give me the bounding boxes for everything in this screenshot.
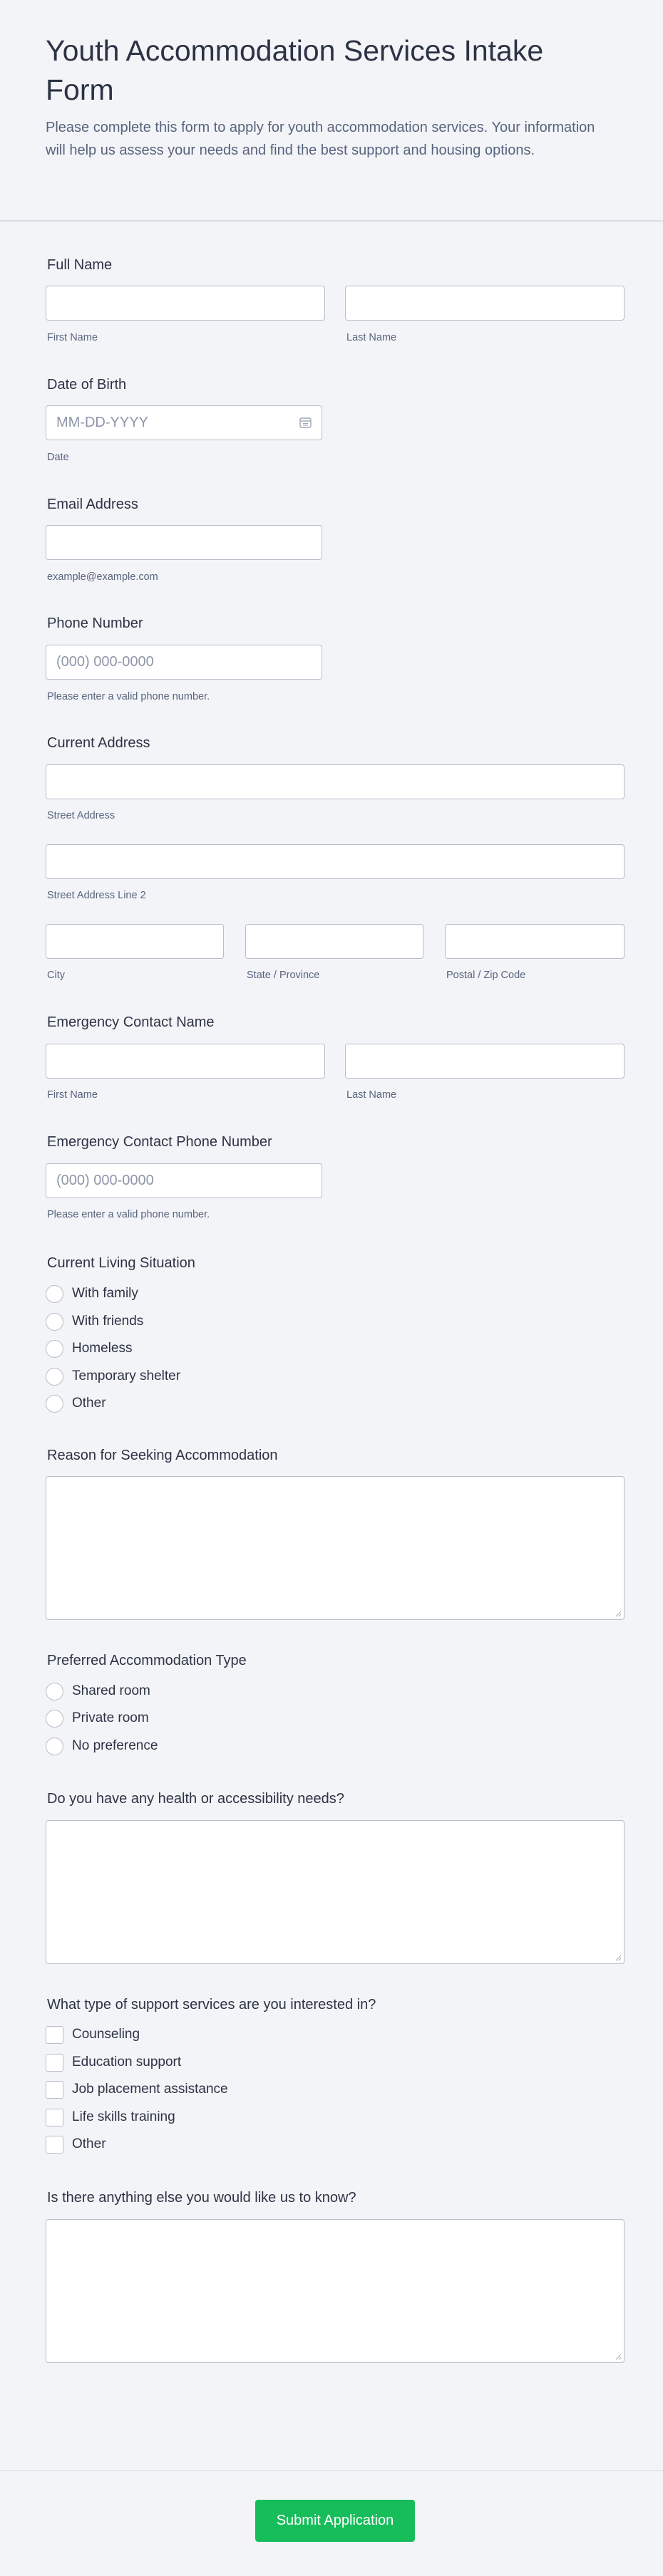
emergency-last-name-sublabel: Last Name bbox=[346, 1089, 397, 1101]
living-option-with-friends[interactable] bbox=[46, 1312, 143, 1331]
last-name-sublabel: Last Name bbox=[346, 332, 397, 343]
anything-else-textarea[interactable] bbox=[46, 2219, 625, 2363]
living-option-label: Other bbox=[72, 1396, 106, 1411]
living-option-label: Temporary shelter bbox=[72, 1368, 181, 1383]
living-option-label: With family bbox=[72, 1286, 138, 1301]
emergency-phone-placeholder: (000) 000-0000 bbox=[56, 1173, 154, 1188]
support-option-label: Life skills training bbox=[72, 2109, 175, 2124]
accommodation-type-label: Preferred Accommodation Type bbox=[47, 1653, 247, 1668]
checkbox[interactable] bbox=[46, 2026, 63, 2044]
city-input[interactable] bbox=[46, 924, 224, 959]
accommodation-option-label: Shared room bbox=[72, 1683, 150, 1698]
submit-application-button[interactable]: Submit Application bbox=[255, 2500, 415, 2542]
accommodation-option-label: Private room bbox=[72, 1710, 149, 1725]
city-sublabel: City bbox=[47, 970, 65, 981]
phone-sublabel: Please enter a valid phone number. bbox=[47, 691, 210, 702]
phone-label: Phone Number bbox=[47, 616, 143, 631]
anything-else-label: Is there anything else you would like us to know? bbox=[47, 2190, 356, 2206]
dob-sublabel: Date bbox=[47, 452, 69, 463]
checkbox[interactable] bbox=[46, 2054, 63, 2072]
emergency-phone-label: Emergency Contact Phone Number bbox=[47, 1134, 272, 1150]
emergency-last-name-input[interactable] bbox=[345, 1044, 625, 1079]
reason-textarea[interactable] bbox=[46, 1476, 625, 1620]
living-option-with-family[interactable] bbox=[46, 1284, 138, 1304]
first-name-input[interactable] bbox=[46, 286, 325, 321]
checkbox[interactable] bbox=[46, 2136, 63, 2154]
emergency-phone-sublabel: Please enter a valid phone number. bbox=[47, 1209, 210, 1220]
resize-handle-icon[interactable] bbox=[615, 2353, 622, 2360]
email-input[interactable] bbox=[46, 525, 322, 560]
resize-handle-icon[interactable] bbox=[615, 1954, 622, 1961]
health-needs-textarea[interactable] bbox=[46, 1820, 625, 1964]
support-option-education-support[interactable] bbox=[46, 2052, 181, 2072]
address-label: Current Address bbox=[47, 735, 150, 751]
radio-button[interactable] bbox=[46, 1395, 63, 1413]
support-option-label: Counseling bbox=[72, 2027, 140, 2042]
support-option-job-placement[interactable] bbox=[46, 2079, 228, 2099]
first-name-sublabel: First Name bbox=[47, 332, 98, 343]
living-option-homeless[interactable] bbox=[46, 1339, 132, 1359]
state-input[interactable] bbox=[245, 924, 423, 959]
street-address-sublabel: Street Address bbox=[47, 810, 115, 821]
form-header bbox=[0, 0, 663, 222]
radio-button[interactable] bbox=[46, 1710, 63, 1728]
emergency-phone-input[interactable] bbox=[46, 1163, 322, 1198]
health-needs-label: Do you have any health or accessibility needs? bbox=[47, 1791, 344, 1807]
radio-button[interactable] bbox=[46, 1368, 63, 1386]
phone-input[interactable] bbox=[46, 645, 322, 680]
emergency-name-label: Emergency Contact Name bbox=[47, 1014, 215, 1030]
radio-button[interactable] bbox=[46, 1340, 63, 1358]
accommodation-option-no-preference[interactable] bbox=[46, 1736, 158, 1756]
support-services-label: What type of support services are you interested in? bbox=[47, 1997, 376, 2012]
form-description: Please complete this form to apply for youth accommodation services. Your information will help us assess your needs and find the best support and housing options. bbox=[46, 120, 595, 158]
living-situation-label: Current Living Situation bbox=[47, 1255, 195, 1271]
email-sublabel: example@example.com bbox=[47, 571, 158, 583]
living-option-temporary-shelter[interactable] bbox=[46, 1366, 180, 1386]
support-option-label: Other bbox=[72, 2136, 106, 2151]
street-address-line2-input[interactable] bbox=[46, 844, 625, 879]
radio-button[interactable] bbox=[46, 1313, 63, 1331]
accommodation-option-label: No preference bbox=[72, 1738, 158, 1753]
email-label: Email Address bbox=[47, 497, 138, 512]
support-option-other[interactable] bbox=[46, 2134, 106, 2154]
accommodation-option-private-room[interactable] bbox=[46, 1708, 149, 1728]
calendar-icon[interactable] bbox=[299, 417, 312, 428]
emergency-first-name-input[interactable] bbox=[46, 1044, 325, 1079]
phone-placeholder: (000) 000-0000 bbox=[56, 654, 154, 670]
living-option-label: With friends bbox=[72, 1314, 144, 1329]
dob-input[interactable] bbox=[46, 405, 322, 440]
living-option-label: Homeless bbox=[72, 1341, 133, 1356]
radio-button[interactable] bbox=[46, 1683, 63, 1700]
form-title: Youth Accommodation Services Intake Form bbox=[46, 34, 544, 106]
support-option-label: Education support bbox=[72, 2055, 182, 2069]
accommodation-option-shared-room[interactable] bbox=[46, 1681, 150, 1701]
postal-code-sublabel: Postal / Zip Code bbox=[446, 970, 526, 981]
support-option-counseling[interactable] bbox=[46, 2025, 140, 2045]
last-name-input[interactable] bbox=[345, 286, 625, 321]
radio-button[interactable] bbox=[46, 1738, 63, 1755]
resize-handle-icon[interactable] bbox=[615, 1610, 622, 1617]
support-option-life-skills[interactable] bbox=[46, 2107, 175, 2127]
street-address-input[interactable] bbox=[46, 764, 625, 799]
footer-divider bbox=[0, 2470, 663, 2471]
reason-label: Reason for Seeking Accommodation bbox=[47, 1448, 278, 1463]
full-name-label: Full Name bbox=[47, 257, 113, 273]
living-option-other[interactable] bbox=[46, 1393, 106, 1413]
support-option-label: Job placement assistance bbox=[72, 2082, 228, 2097]
checkbox[interactable] bbox=[46, 2109, 63, 2126]
dob-label: Date of Birth bbox=[47, 377, 127, 393]
state-sublabel: State / Province bbox=[247, 970, 320, 981]
street-address-line2-sublabel: Street Address Line 2 bbox=[47, 890, 146, 901]
radio-button[interactable] bbox=[46, 1285, 63, 1303]
dob-placeholder: MM-DD-YYYY bbox=[56, 415, 148, 430]
postal-code-input[interactable] bbox=[445, 924, 625, 959]
emergency-first-name-sublabel: First Name bbox=[47, 1089, 98, 1101]
checkbox[interactable] bbox=[46, 2081, 63, 2099]
